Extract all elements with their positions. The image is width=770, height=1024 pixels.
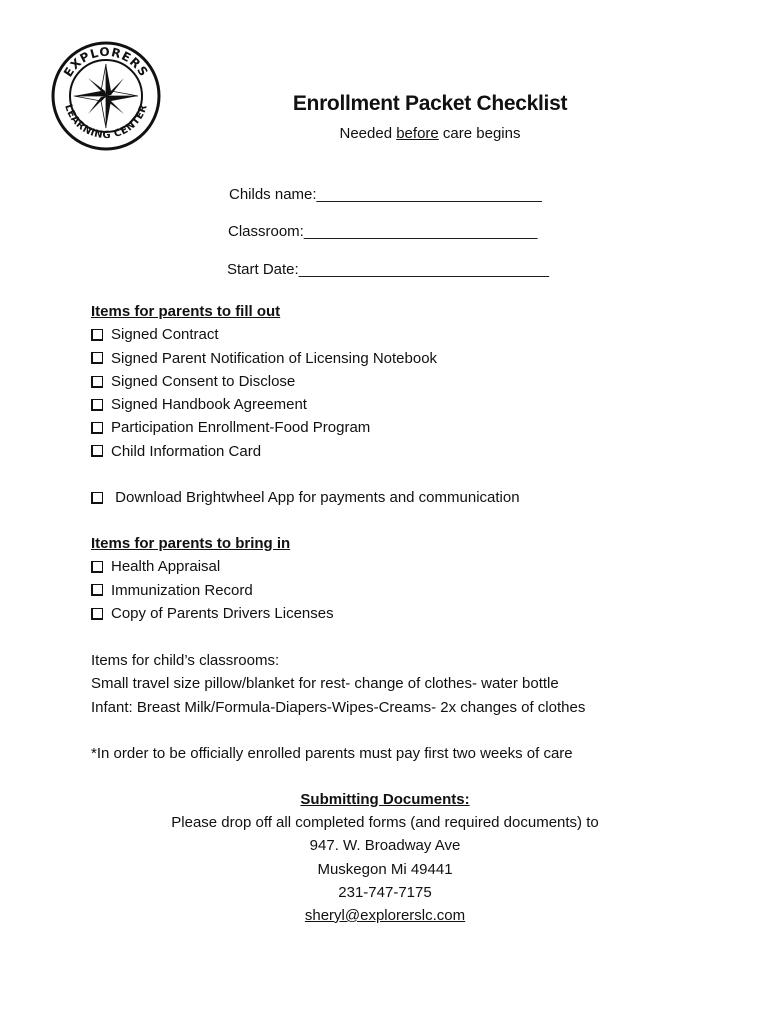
checklist-item[interactable]: [91, 370, 437, 393]
explorers-logo: [50, 40, 162, 152]
checkbox-icon[interactable]: [91, 445, 103, 457]
item-label: Child Information Card: [111, 442, 262, 460]
email-link[interactable]: sheryl@explorerslc.com: [304, 906, 466, 924]
checklist-item[interactable]: [91, 440, 437, 463]
submitting-instruction: Please drop off all completed forms (and required documents) to: [171, 814, 599, 832]
item-label: Signed Contract: [111, 326, 219, 344]
checkbox-icon[interactable]: [91, 584, 103, 596]
page-subtitle: [230, 125, 630, 142]
bring-in-section: [91, 532, 334, 625]
checkbox-icon[interactable]: [91, 608, 103, 620]
submitting-heading: Submitting Documents:: [300, 791, 470, 808]
subtitle-prefix: Needed: [339, 125, 397, 142]
field-label: Childs name:: [229, 186, 317, 203]
classroom-items-section: [91, 649, 585, 719]
item-label: Download Brightwheel App for payments and communication: [111, 489, 520, 506]
classroom-field[interactable]: [228, 223, 537, 240]
item-label: Participation Enrollment-Food Program: [111, 419, 371, 437]
start-date-field[interactable]: [227, 261, 549, 278]
app-section: [91, 486, 520, 509]
submitting-section: [0, 788, 770, 927]
fill-out-heading: Items for parents to fill out: [91, 303, 281, 320]
checkbox-icon[interactable]: [91, 376, 103, 388]
item-label: Copy of Parents Drivers Licenses: [111, 604, 334, 622]
classroom-items-line: Infant: Breast Milk/Formula-Diapers-Wipes-Creams- 2x changes of clothes: [91, 698, 586, 716]
field-label: Classroom:: [228, 223, 304, 240]
field-blank: ______________________________: [298, 261, 549, 278]
address-line-1: 947. W. Broadway Ave: [309, 837, 461, 855]
childs-name-field[interactable]: [229, 186, 542, 203]
subtitle-suffix: care begins: [438, 125, 521, 142]
field-blank: ___________________________: [316, 186, 542, 203]
checklist-item[interactable]: [91, 555, 334, 578]
item-label: Signed Consent to Disclose: [111, 372, 296, 390]
subtitle-emphasis: before: [396, 125, 439, 142]
checklist-item[interactable]: [91, 347, 437, 370]
header: [230, 92, 630, 142]
checkbox-icon[interactable]: [91, 399, 103, 411]
checkbox-icon[interactable]: [91, 329, 103, 341]
checklist-item[interactable]: [91, 579, 334, 602]
bring-in-heading: Items for parents to bring in: [91, 535, 291, 552]
logo-bottom-text: LEARNING CENTER: [62, 103, 150, 142]
checklist-item[interactable]: [91, 486, 520, 509]
field-blank: ____________________________: [303, 223, 538, 240]
classroom-items-line: Small travel size pillow/blanket for rest- change of clothes- water bottle: [91, 675, 559, 693]
checkbox-icon[interactable]: [91, 352, 103, 364]
checklist-item[interactable]: [91, 323, 437, 346]
checklist-item[interactable]: [91, 416, 437, 439]
logo-top-text: EXPLORERS: [60, 44, 152, 80]
enrollment-note: [91, 742, 573, 765]
item-label: Signed Parent Notification of Licensing Notebook: [111, 349, 438, 367]
compass-star-icon: [74, 64, 138, 128]
item-label: Signed Handbook Agreement: [111, 396, 307, 414]
checkbox-icon[interactable]: [91, 561, 103, 573]
classroom-items-heading: Items for child’s classrooms:: [91, 652, 280, 669]
field-label: Start Date:: [227, 261, 299, 278]
phone-number: 231-747-7175: [338, 883, 432, 901]
page-title: Enrollment Packet Checklist: [292, 92, 568, 115]
address-line-2: Muskegon Mi 49441: [317, 860, 453, 878]
fill-out-section: [91, 300, 437, 463]
checklist-item[interactable]: [91, 602, 334, 625]
item-label: Health Appraisal: [111, 558, 221, 576]
note-text: *In order to be officially enrolled parents must pay first two weeks of care: [91, 745, 573, 762]
checkbox-icon[interactable]: [91, 422, 103, 434]
checklist-item[interactable]: [91, 393, 437, 416]
item-label: Immunization Record: [111, 581, 253, 599]
checkbox-icon[interactable]: [91, 492, 103, 504]
